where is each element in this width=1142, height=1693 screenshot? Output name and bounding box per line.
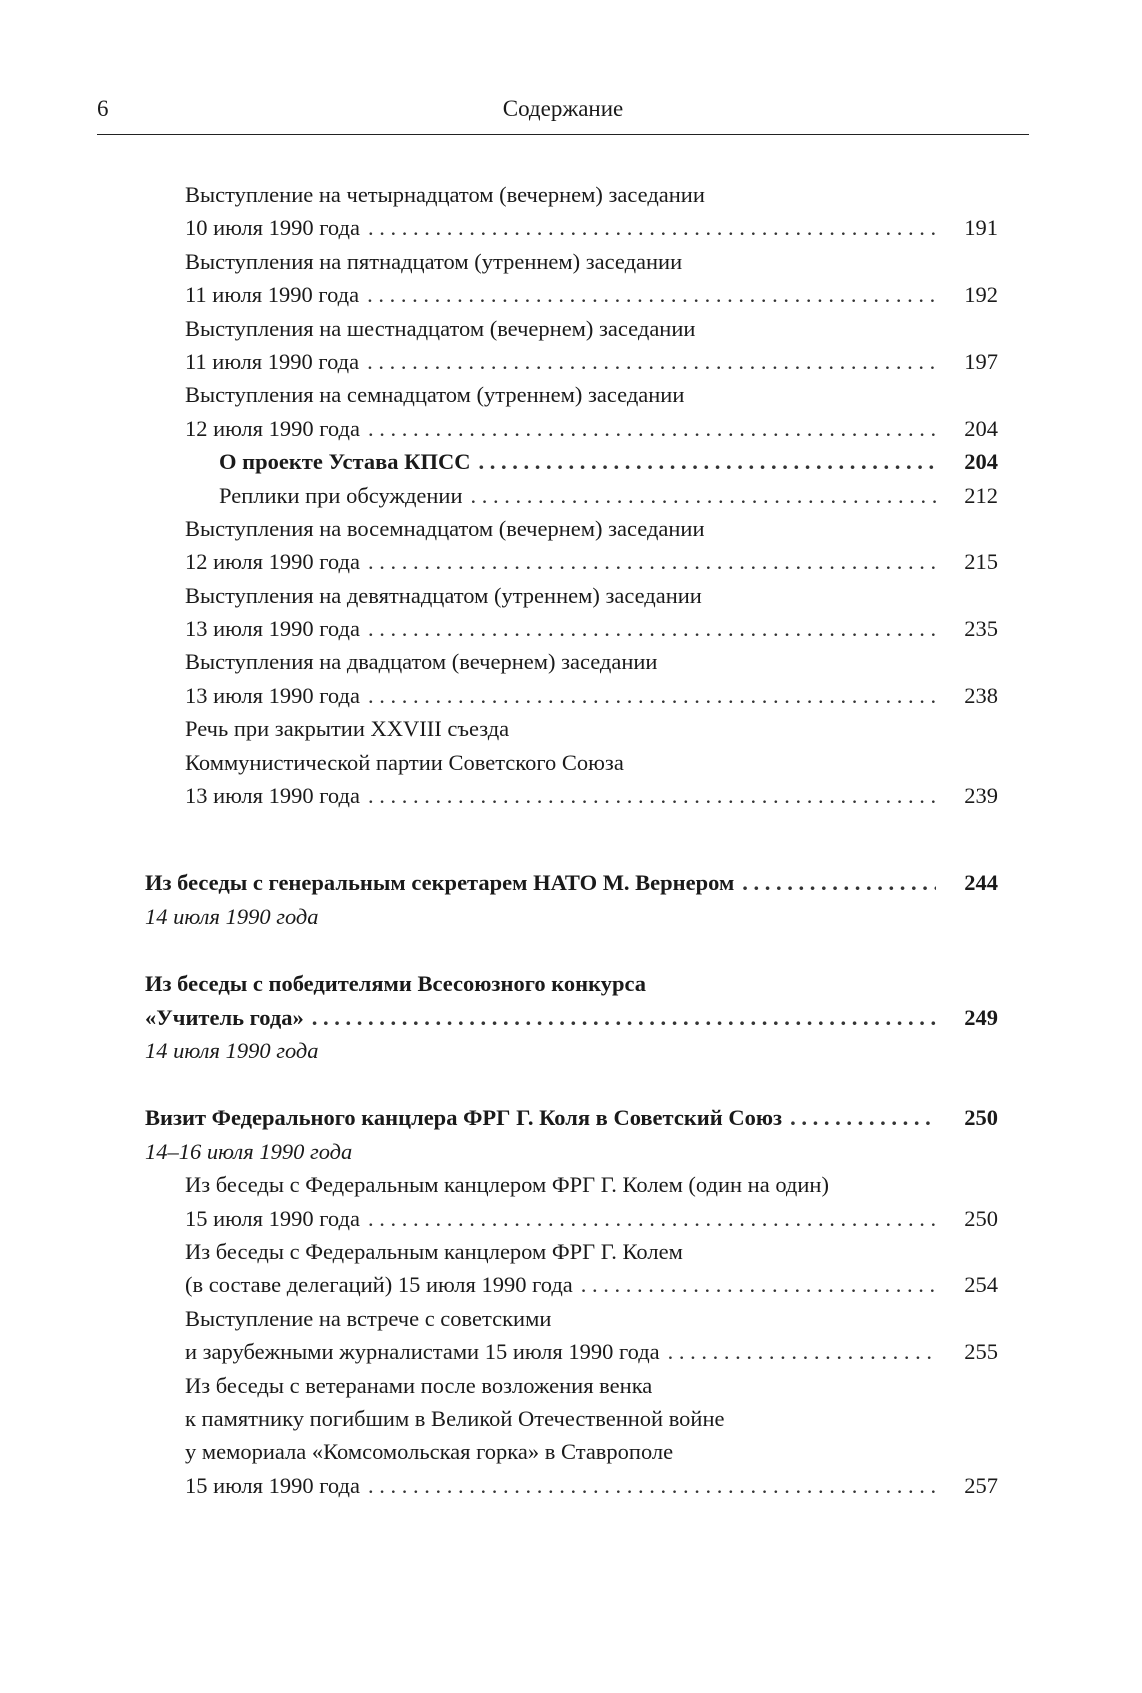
toc-section-title: Из беседы с победителями Всесоюзного конкурса [145, 971, 647, 997]
toc-entry-line: Выступления на восемнадцатом (вечернем) заседании [185, 515, 705, 541]
toc-entry-line: 15 июля 1990 года . . . 257 [145, 1469, 998, 1502]
toc-section-title: Из беседы с генеральным секретарем НАТО М. Вернером . . . 244 [145, 866, 998, 899]
page-number: 6 [97, 96, 109, 121]
toc-entry-line: Выступления на пятнадцатом (утреннем) заседании [185, 248, 683, 274]
toc-page-number: 235 [964, 616, 998, 642]
toc-entry-line: (в составе делегаций) 15 июля 1990 года . . . 254 [145, 1268, 998, 1301]
toc-entry-line: Речь при закрытии XXVIII съезда [185, 716, 510, 742]
toc-entry-line: у мемориала «Комсомольская горка» в Ставрополе [185, 1439, 674, 1465]
toc-entry-line: Из беседы с ветеранами после возложения венка [185, 1372, 653, 1398]
toc-entry-line: 11 июля 1990 года . . . 192 [145, 278, 998, 311]
toc-entry-line: Коммунистической партии Советского Союза [185, 749, 624, 775]
toc-entry-line: Из беседы с Федеральным канцлером ФРГ Г. Колем (один на один) [185, 1172, 829, 1198]
toc-entry-line: 13 июля 1990 года . . . 235 [145, 612, 998, 645]
toc-page-number: 239 [964, 783, 998, 809]
toc-entry-line: Выступление на четырнадцатом (вечернем) заседании [185, 182, 705, 207]
toc-entry-line: Выступление на встрече с советскими [185, 1305, 552, 1331]
toc-page-number: 244 [964, 870, 998, 896]
toc-entry-line: и зарубежными журналистами 15 июля 1990 года . . . 255 [145, 1335, 998, 1368]
toc-page-number: 238 [964, 682, 998, 708]
toc-entry-line: 13 июля 1990 года . . . 238 [145, 679, 998, 712]
toc-entry-line: к памятнику погибшим в Великой Отечественной войне [185, 1405, 725, 1431]
toc-entry-line: 12 июля 1990 года . . . 215 [145, 545, 998, 578]
toc-page-number: 204 [964, 415, 998, 441]
toc-section-date: 14 июля 1990 года [145, 903, 319, 929]
page-header [97, 96, 1029, 135]
toc-entry-line: Выступления на семнадцатом (утреннем) заседании [185, 382, 685, 408]
running-title: Содержание [502, 96, 624, 121]
toc-page-number: 250 [964, 1105, 998, 1131]
toc-page-number: 192 [964, 282, 998, 308]
toc-entry-line: 11 июля 1990 года . . . 197 [145, 345, 998, 378]
toc-page-number: 254 [964, 1272, 998, 1298]
toc-page-number: 191 [964, 215, 998, 241]
toc-entry-line: 12 июля 1990 года . . . 204 [145, 412, 998, 445]
toc-entry-line: Выступления на девятнадцатом (утреннем) заседании [185, 582, 702, 608]
toc-page-number: 215 [964, 549, 998, 575]
toc-page-number: 204 [964, 449, 998, 475]
toc-entry-line: Из беседы с Федеральным канцлером ФРГ Г. Колем [185, 1238, 683, 1264]
toc-page-number: 197 [964, 348, 998, 374]
toc-section-date: 14–16 июля 1990 года [145, 1138, 353, 1164]
toc-entry-line: О проекте Устава КПСС . . . 204 [145, 445, 998, 478]
toc-entry-line: Выступления на шестнадцатом (вечернем) заседании [185, 315, 696, 341]
toc-section-title: «Учитель года» . . . 249 [145, 1001, 998, 1034]
toc-page-number: 249 [964, 1004, 998, 1030]
toc-page-number: 257 [964, 1472, 998, 1498]
toc-entry-line: Реплики при обсуждении . . . 212 [145, 479, 998, 512]
toc-section-title: Визит Федерального канцлера ФРГ Г. Коля в Советский Союз . . . 250 [145, 1101, 998, 1134]
toc-page-number: 255 [964, 1339, 998, 1365]
toc-section-date: 14 июля 1990 года [145, 1037, 319, 1063]
toc-entry-line: 10 июля 1990 года . . . 191 [145, 211, 998, 244]
toc-entry-line: Выступления на двадцатом (вечернем) заседании [185, 649, 658, 675]
toc-entry-line: 13 июля 1990 года . . . 239 [145, 779, 998, 812]
toc-page-number: 212 [964, 482, 998, 508]
toc-page-number: 250 [964, 1205, 998, 1231]
toc-entry-line: 15 июля 1990 года . . . 250 [145, 1202, 998, 1235]
table-of-contents [145, 178, 998, 1502]
